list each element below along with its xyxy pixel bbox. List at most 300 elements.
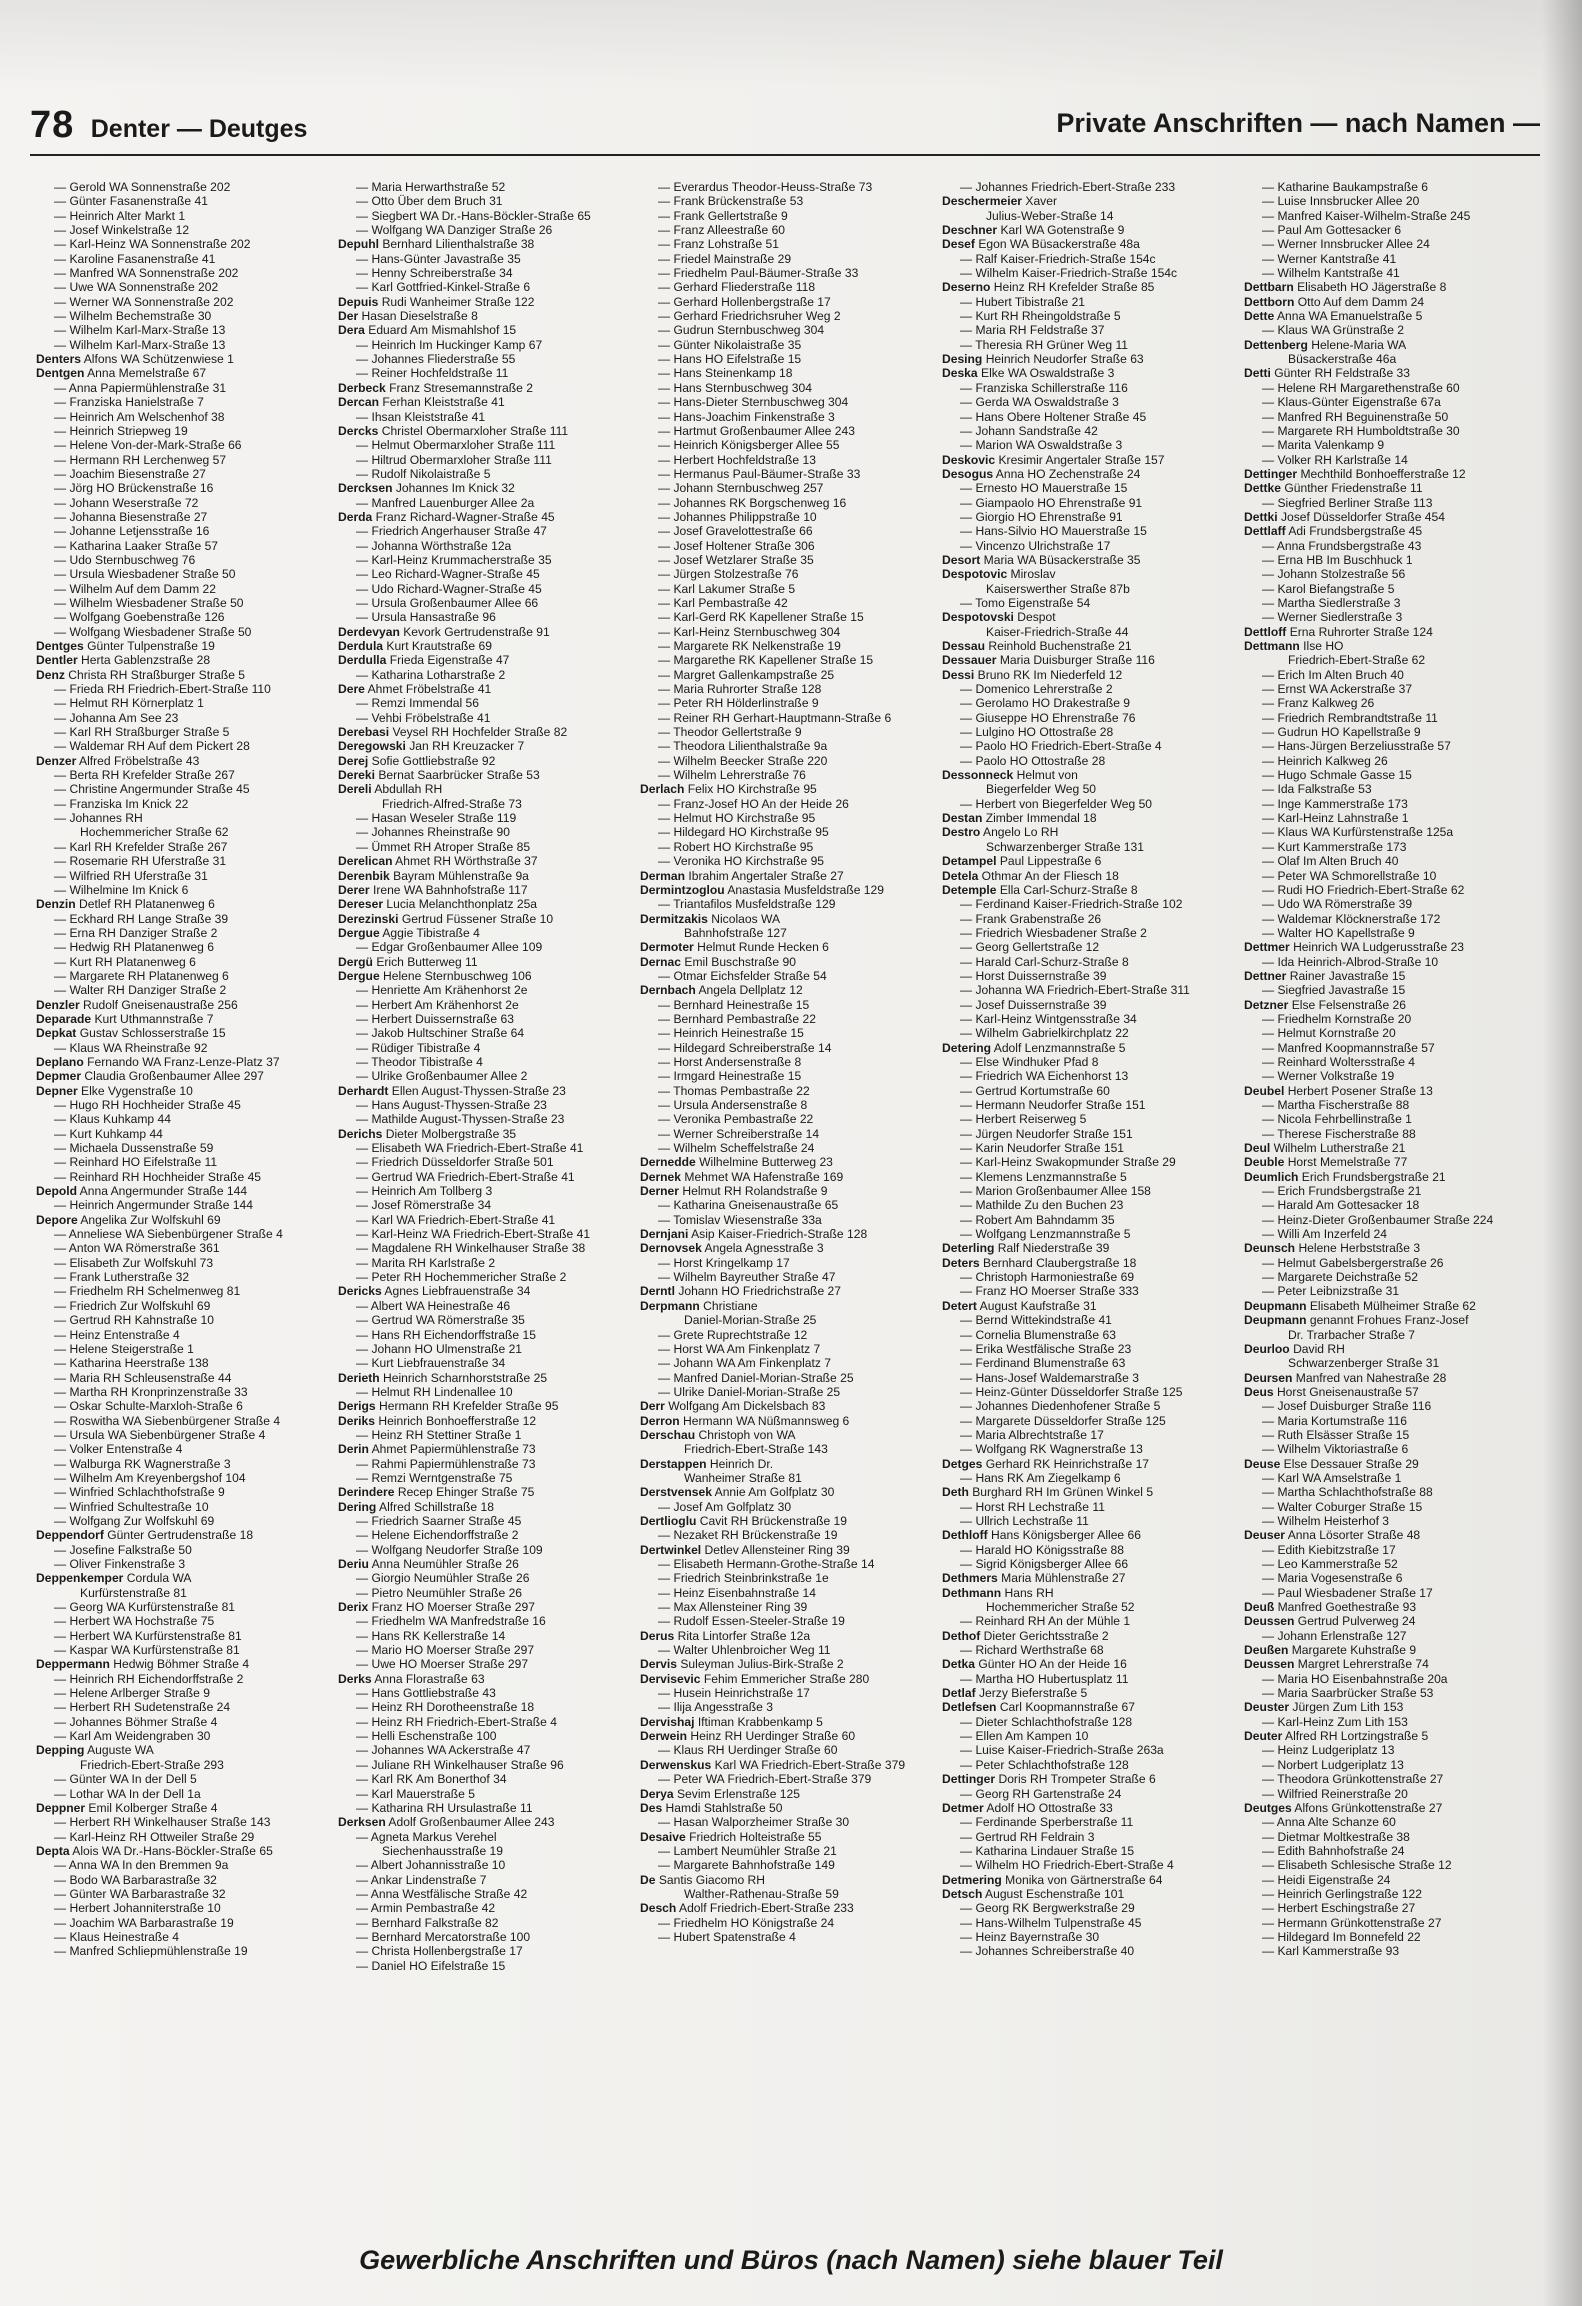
directory-entry: — Friedrich Zur Wolfskuhl 69: [54, 1298, 211, 1313]
directory-entry: Der Hasan Dieselstraße 8: [338, 309, 478, 324]
directory-entry: — Reinhard RH Hochheider Straße 45: [54, 1169, 262, 1184]
directory-entry: — Ernesto HO Mauerstraße 15: [960, 481, 1128, 496]
directory-entry: — Heinz RH Stettiner Straße 1: [356, 1427, 522, 1442]
directory-entry: Dercksen Johannes Im Knick 32: [338, 481, 515, 496]
directory-entry: — Karl-Heinz WA Sonnenstraße 202: [54, 237, 251, 252]
directory-entry: Depner Elke Vygenstraße 10: [36, 1083, 193, 1098]
directory-entry: — Johanne Letjensstraße 16: [54, 524, 210, 539]
directory-entry: — Johannes Schreiberstraße 40: [960, 1944, 1135, 1959]
directory-entry: — Josef Holtener Straße 306: [658, 538, 815, 553]
directory-entry: Dernac Emil Buschstraße 90: [640, 954, 796, 969]
directory-entry: — Frieda RH Friedrich-Ebert-Straße 110: [54, 682, 271, 697]
directory-entry: — Wolfgang Zur Wolfskuhl 69: [54, 1513, 215, 1528]
directory-entry: — Martha Siedlerstraße 3: [1262, 595, 1401, 610]
directory-entry: — Gertrud WA Friedrich-Ebert-Straße 41: [356, 1169, 575, 1184]
directory-entry: — Franz HO Moerser Straße 333: [960, 1284, 1139, 1299]
section-title: Private Anschriften — nach Namen —: [1056, 108, 1540, 138]
directory-entry: — Manfred Lauenburger Allee 2a: [356, 495, 535, 510]
directory-entry: — Christine Angermunder Straße 45: [54, 782, 250, 797]
directory-entry: — Lulgino HO Ottostraße 28: [960, 725, 1114, 740]
directory-entry: — Heinrich Am Tollberg 3: [356, 1184, 493, 1199]
directory-entry: — Josef Duissernstraße 39: [960, 997, 1107, 1012]
directory-entry: — Hans HO Eifelstraße 15: [658, 352, 802, 367]
directory-entry: — Johannes Böhmer Straße 4: [54, 1714, 218, 1729]
directory-entry: — Jörg HO Brückenstraße 16: [54, 481, 214, 496]
directory-entry: — Ursula Hansastraße 96: [356, 610, 496, 625]
directory-entry: — Johannes Friedrich-Ebert-Straße 233: [960, 180, 1176, 194]
directory-entry: Derya Sevim Erlenstraße 125: [640, 1786, 800, 1801]
directory-entry: Detela Othmar An der Fliesch 18: [942, 868, 1119, 883]
directory-entry: — Wilhelm HO Friedrich-Ebert-Straße 4: [960, 1858, 1174, 1873]
page-edge-shadow: [1542, 0, 1582, 2306]
directory-entry: — Kaspar WA Kurfürstenstraße 81: [54, 1643, 240, 1658]
directory-entry: — Veronika Pembastraße 22: [658, 1112, 814, 1127]
directory-entry: — Manfred Daniel-Morian-Straße 25: [658, 1370, 854, 1385]
directory-entry: — Luise Kaiser-Friedrich-Straße 263a: [960, 1743, 1164, 1758]
directory-entry: — Herbert Reiserweg 5: [960, 1112, 1087, 1127]
directory-entry: — Hedwig RH Platanenweg 6: [54, 940, 214, 955]
directory-entry: — Herbert Eschingstraße 27: [1262, 1901, 1416, 1916]
directory-entry: Julius-Weber-Straße 14: [986, 208, 1114, 223]
directory-entry: Deschermeier Xaver: [942, 194, 1057, 209]
directory-entry: — Bernhard Heinestraße 15: [658, 997, 810, 1012]
directory-entry: — Kurt RH Platanenweg 6: [54, 954, 196, 969]
directory-entry: — Inge Kammerstraße 173: [1262, 796, 1408, 811]
directory-entry: — Waldemar Klöcknerstraße 172: [1262, 911, 1441, 926]
directory-entry: — Else Windhuker Pfad 8: [960, 1054, 1099, 1069]
directory-entry: Derntl Johann HO Friedrichstraße 27: [640, 1284, 841, 1299]
name-range: Denter — Deutges: [90, 115, 308, 143]
directory-entry: — Jürgen Neudorfer Straße 151: [960, 1126, 1133, 1141]
directory-entry: Deus Horst Gneisenaustraße 57: [1244, 1384, 1419, 1399]
directory-entry: — Olaf Im Alten Bruch 40: [1262, 854, 1399, 869]
directory-entry: — Edgar Großenbaumer Allee 109: [356, 940, 543, 955]
directory-entry: — Klaus WA Grünstraße 2: [1262, 323, 1405, 338]
directory-entry: Dettner Rainer Javastraße 15: [1244, 968, 1406, 983]
directory-entry: Dertwinkel Detlev Allensteiner Ring 39: [640, 1542, 850, 1557]
directory-entry: Detsch August Eschenstraße 101: [942, 1886, 1125, 1901]
directory-entry: — Wilhelm Kaiser-Friedrich-Straße 154c: [960, 266, 1178, 281]
directory-entry: — Karl Lakumer Straße 5: [658, 581, 796, 596]
directory-entry: — Ernst WA Ackerstraße 37: [1262, 682, 1413, 697]
directory-entry: — Heinrich Im Huckinger Kamp 67: [356, 337, 543, 352]
directory-entry: — Siegfried Javastraße 15: [1262, 983, 1406, 998]
directory-entry: Dettbarn Elisabeth HO Jägerstraße 8: [1244, 280, 1447, 295]
directory-entry: — Heinz Bayernstraße 30: [960, 1929, 1100, 1944]
directory-entry: — Wilhelmine Im Knick 6: [54, 882, 189, 897]
directory-entry: — Werner Kantstraße 41: [1262, 251, 1397, 266]
directory-entry: — Elisabeth Hermann-Grothe-Straße 14: [658, 1557, 875, 1571]
directory-entry: — Leo Richard-Wagner-Straße 45: [356, 567, 540, 582]
directory-entry: — Waldemar RH Auf dem Pickert 28: [54, 739, 250, 754]
directory-entry: — Friedel Mainstraße 29: [658, 251, 792, 266]
directory-entry: — Wilhelm Kantstraße 41: [1262, 266, 1400, 281]
directory-entry: Friedrich-Ebert-Straße 62: [1288, 653, 1426, 668]
directory-entry: — Margarete Düsseldorfer Straße 125: [960, 1413, 1166, 1428]
directory-entry: — Heinz Entenstraße 4: [54, 1327, 180, 1342]
directory-entry: — Ferdinand Blumenstraße 63: [960, 1356, 1126, 1371]
directory-entry: — Albert Johannisstraße 10: [356, 1858, 506, 1873]
directory-entry: — Elisabeth WA Friedrich-Ebert-Straße 41: [356, 1141, 584, 1156]
directory-entry: — Manfred Koopmannstraße 57: [1262, 1040, 1435, 1055]
directory-entry: — Maria Herwarthstraße 52: [356, 180, 506, 194]
directory-entry: — Reiner RH Gerhart-Hauptmann-Straße 6: [658, 710, 892, 725]
directory-entry: — Hubert Tibistraße 21: [960, 294, 1086, 309]
directory-entry: Derhardt Ellen August-Thyssen-Straße 23: [338, 1083, 566, 1098]
directory-entry: — Heinz-Günter Düsseldorfer Straße 125: [960, 1384, 1183, 1399]
directory-entry: — Helmut RH Körnerplatz 1: [54, 696, 204, 711]
directory-entry: Dertlioglu Cavit RH Brückenstraße 19: [640, 1513, 847, 1528]
directory-entry: — Hans Gottliebstraße 43: [356, 1686, 496, 1701]
directory-entry: — Margarete RH Humboldtstraße 30: [1262, 423, 1460, 438]
directory-entry: — Harald Carl-Schurz-Straße 8: [960, 954, 1129, 969]
directory-entry: Derindere Recep Ehinger Straße 75: [338, 1485, 535, 1500]
directory-entry: — Karin Neudorfer Straße 151: [960, 1141, 1125, 1156]
directory-entry: — Erna HB Im Buschhuck 1: [1262, 552, 1413, 567]
directory-entry: — Ulrike Großenbaumer Allee 2: [356, 1069, 528, 1084]
directory-entry: — Karl Kammerstraße 93: [1262, 1944, 1400, 1959]
directory-entry: Dernbach Angela Dellplatz 12: [640, 983, 803, 998]
directory-entry: — Georg Gellertstraße 12: [960, 940, 1100, 955]
directory-entry: — Klaus Heinestraße 4: [54, 1929, 180, 1944]
directory-entry: Detmer Adolf HO Ottostraße 33: [942, 1800, 1113, 1815]
directory-entry: — Bodo WA Barbarastraße 32: [54, 1872, 217, 1887]
page-number: 78: [30, 104, 75, 146]
directory-entry: Derbeck Franz Stresemannstraße 2: [338, 380, 533, 395]
directory-entry: Deppner Emil Kolberger Straße 4: [36, 1800, 218, 1815]
directory-entry: Denzin Detlef RH Platanenweg 6: [36, 897, 215, 912]
directory-entry: — Karl-Heinz Sternbuschweg 304: [658, 624, 841, 639]
directory-entry: — Heinrich Königsberger Allee 55: [658, 438, 840, 453]
directory-entry: Dera Eduard Am Mismahlshof 15: [338, 323, 517, 338]
directory-entry: — Johanna Biesenstraße 27: [54, 509, 208, 524]
page-shadow: [0, 0, 1582, 90]
directory-entry: — Walburga RK Wagnerstraße 3: [54, 1456, 231, 1471]
directory-entry: Detka Günter HO An der Heide 16: [942, 1657, 1127, 1672]
directory-entry: Dette Anna WA Emanuelstraße 5: [1244, 309, 1423, 324]
directory-entry: — Harald HO Königsstraße 88: [960, 1542, 1125, 1557]
directory-entry: — Giuseppe HO Ehrenstraße 76: [960, 710, 1136, 725]
directory-entry: — Gerolamo HO Drakestraße 9: [960, 696, 1131, 711]
directory-entry: Destro Angelo Lo RH: [942, 825, 1059, 840]
directory-entry: — Rudolf Nikolaistraße 5: [356, 466, 491, 481]
directory-entry: — Klaus WA Rheinstraße 92: [54, 1040, 208, 1055]
directory-entry: — Otmar Eichsfelder Straße 54: [658, 968, 827, 983]
directory-entry: Derebasi Veysel RH Hochfelder Straße 82: [338, 725, 568, 740]
directory-entry: — Johann HO Ulmenstraße 21: [356, 1341, 523, 1356]
directory-entry: — Karl-Heinz Swakopmunder Straße 29: [960, 1155, 1176, 1170]
directory-entry: — Wilhelm Lehrerstraße 76: [658, 768, 806, 783]
directory-entry: Dettki Josef Düsseldorfer Straße 454: [1244, 509, 1445, 524]
directory-entry: — Peter WA Schmorellstraße 10: [1262, 868, 1437, 883]
directory-entry: — Albert WA Heinestraße 46: [356, 1298, 511, 1313]
directory-entry: — Günter WA Barbarastraße 32: [54, 1886, 226, 1901]
header-left: [30, 104, 307, 147]
directory-entry: — Christoph Harmoniestraße 69: [960, 1270, 1135, 1285]
directory-entry: Derigs Hermann RH Krefelder Straße 95: [338, 1399, 559, 1414]
directory-entry: — Theodor Tibistraße 4: [356, 1054, 483, 1069]
directory-entry: De Santis Giacomo RH: [640, 1872, 766, 1887]
directory-entry: — Hermanus Paul-Bäumer-Straße 33: [658, 466, 861, 481]
directory-entry: — Martha HO Hubertusplatz 11: [960, 1671, 1129, 1686]
directory-entry: — Ruth Elsässer Straße 15: [1262, 1427, 1410, 1442]
directory-entry: Denzer Alfred Fröbelstraße 43: [36, 753, 200, 768]
directory-entry: Deuß Manfred Goethestraße 93: [1244, 1600, 1417, 1615]
directory-entry: Derelican Ahmet RH Wörthstraße 37: [338, 854, 538, 869]
directory-entry: — Reinhard RH An der Mühle 1: [960, 1614, 1131, 1629]
directory-entry: — Everardus Theodor-Heuss-Straße 73: [658, 180, 873, 194]
directory-entry: — Gertrud RH Kahnstraße 10: [54, 1313, 214, 1328]
directory-entry: Dessauer Maria Duisburger Straße 116: [942, 653, 1155, 668]
directory-entry: — Frank Brückenstraße 53: [658, 194, 804, 209]
directory-entry: — Wolfgang WA Danziger Straße 26: [356, 223, 553, 238]
directory-entry: — Theodora Grünkottenstraße 27: [1262, 1772, 1444, 1787]
directory-entry: Derpmann Christiane: [640, 1298, 758, 1313]
directory-entry: Derr Wolfgang Am Dickelsbach 83: [640, 1399, 826, 1414]
directory-entry: — Wilhelm Auf dem Damm 22: [54, 581, 216, 596]
directory-entry: — Manfred WA Sonnenstraße 202: [54, 266, 239, 281]
directory-entry: Deurloo David RH: [1244, 1341, 1345, 1356]
directory-entry: — Franziska Hanielstraße 7: [54, 395, 204, 410]
directory-entry: Deregowski Jan RH Kreuzacker 7: [338, 739, 525, 754]
directory-entry: Deriu Anna Neumühler Straße 26: [338, 1557, 519, 1571]
directory-entry: Dettke Günther Friedenstraße 11: [1244, 481, 1423, 496]
directory-entry: — Hubert Spatenstraße 4: [658, 1929, 796, 1944]
directory-entry: — Friedrich Düsseldorfer Straße 501: [356, 1155, 554, 1170]
directory-entry: Kaiserswerther Straße 87b: [986, 581, 1130, 596]
directory-entry: Deriks Heinrich Bonhoefferstraße 12: [338, 1413, 537, 1428]
directory-entry: — Friedhelm HO Königstraße 24: [658, 1915, 835, 1930]
directory-entry: Deserno Heinz RH Krefelder Straße 85: [942, 280, 1155, 295]
directory-entry: Dermitzakis Nicolaos WA: [640, 911, 781, 926]
directory-entry: — Veronika HO Kirchstraße 95: [658, 854, 825, 869]
directory-entry: Wanheimer Straße 81: [684, 1470, 802, 1485]
directory-entry: — Wilfried Reinerstraße 20: [1262, 1786, 1408, 1801]
directory-entry: — Marita Valenkamp 9: [1262, 438, 1385, 453]
directory-entry: — Domenico Lehrerstraße 2: [960, 682, 1113, 697]
directory-entry: Kurfürstenstraße 81: [80, 1585, 187, 1600]
directory-entry: Depkat Gustav Schlosserstraße 15: [36, 1026, 226, 1041]
directory-entry: — Tomislav Wiesenstraße 33a: [658, 1212, 822, 1227]
directory-entry: — Bernd Wittekindstraße 41: [960, 1313, 1112, 1328]
directory-entry: — Franziska Schillerstraße 116: [960, 380, 1128, 395]
directory-entry: — Heinrich Am Welschenhof 38: [54, 409, 225, 424]
directory-entry: — Johann Erlenstraße 127: [1262, 1628, 1407, 1643]
directory-entry: Deplano Fernando WA Franz-Lenze-Platz 37: [36, 1054, 280, 1069]
page-header: [30, 100, 1540, 156]
directory-entry: — Helmut Gabelsbergerstraße 26: [1262, 1255, 1444, 1270]
directory-entry: — Hans-Dieter Sternbuschweg 304: [658, 395, 849, 410]
directory-entry: — Karl RH Straßburger Straße 5: [54, 725, 230, 740]
directory-entry: — Edith Bahnhofstraße 24: [1262, 1843, 1405, 1858]
directory-entry: — Heinz Eisenbahnstraße 14: [658, 1585, 816, 1600]
directory-entry: — Karl WA Amselstraße 1: [1262, 1470, 1402, 1485]
directory-entry: — Johannes Philippstraße 10: [658, 509, 817, 524]
directory-entry: — Anna Papiermühlenstraße 31: [54, 380, 227, 395]
directory-entry: — Johann Weserstraße 72: [54, 495, 199, 510]
directory-entry: — Anna Alte Schanze 60: [1262, 1815, 1396, 1830]
column-3: [640, 180, 932, 2180]
directory-entry: — Johann WA Am Finkenplatz 7: [658, 1356, 831, 1371]
directory-entry: — Hans-Wilhelm Tulpenstraße 45: [960, 1915, 1142, 1930]
directory-entry: — Kurt RH Rheingoldstraße 5: [960, 309, 1121, 324]
directory-entry: Derus Rita Lintorfer Straße 12a: [640, 1628, 811, 1643]
directory-entry: — Berta RH Krefelder Straße 267: [54, 768, 235, 783]
directory-entry: Derdulla Frieda Eigenstraße 47: [338, 653, 510, 668]
directory-entry: Dering Alfred Schillstraße 18: [338, 1499, 494, 1514]
directory-entry: — Hartmut Großenbaumer Allee 243: [658, 423, 855, 438]
directory-entry: — Margarete Deichstraße 52: [1262, 1270, 1418, 1285]
directory-entry: Deska Elke WA Oswaldstraße 3: [942, 366, 1115, 381]
directory-entry: — Karol Biefangstraße 5: [1262, 581, 1395, 596]
directory-entry: Dessau Reinhold Buchenstraße 21: [942, 639, 1132, 653]
directory-entry: Despotovic Miroslav: [942, 567, 1056, 582]
directory-entry: — Herbert RH Sudetenstraße 24: [54, 1700, 231, 1715]
directory-entry: — Christa Hollenbergstraße 17: [356, 1944, 523, 1959]
directory-entry: — Ellen Am Kampen 10: [960, 1729, 1089, 1744]
directory-entry: — Friedrich Wiesbadener Straße 2: [960, 925, 1147, 940]
directory-entry: — Günter Nikolaistraße 35: [658, 337, 802, 352]
directory-entry: Destan Zimber Immendal 18: [942, 811, 1097, 826]
directory-entry: — Cornelia Blumenstraße 63: [960, 1327, 1116, 1342]
directory-entry: Derieth Heinrich Scharnhorststraße 25: [338, 1370, 548, 1385]
directory-entry: Derner Helmut RH Rolandstraße 9: [640, 1184, 828, 1199]
directory-entry: Derwein Heinz RH Uerdinger Straße 60: [640, 1729, 856, 1744]
directory-entry: Dereli Abdullah RH: [338, 782, 443, 797]
directory-entry: Siechenhausstraße 19: [382, 1843, 504, 1858]
directory-entry: — Klaus Kuhkamp 44: [54, 1112, 171, 1127]
directory-entry: Dentgen Anna Memelstraße 67: [36, 366, 207, 381]
directory-entry: Depmer Claudia Großenbaumer Allee 297: [36, 1069, 264, 1084]
directory-entry: Deul Wilhelm Lutherstraße 21: [1244, 1141, 1406, 1156]
directory-entry: — Uwe WA Sonnenstraße 202: [54, 280, 219, 295]
directory-entry: Deppenkemper Cordula WA: [36, 1571, 192, 1586]
directory-entry: Detzner Else Felsenstraße 26: [1244, 997, 1406, 1012]
directory-entry: — Remzi Immendal 56: [356, 696, 479, 711]
directory-entry: — Herbert von Biegerfelder Weg 50: [960, 796, 1153, 811]
directory-entry: — Giorgio HO Ehrenstraße 91: [960, 509, 1123, 524]
directory-entry: — Hugo RH Hochheider Straße 45: [54, 1098, 241, 1112]
directory-entry: Detemple Ella Carl-Schurz-Straße 8: [942, 882, 1138, 897]
directory-entry: Deparade Kurt Uthmannstraße 7: [36, 1011, 214, 1026]
directory-entry: Deuser Anna Lösorter Straße 48: [1244, 1528, 1421, 1543]
directory-entry: Daniel-Morian-Straße 25: [684, 1313, 817, 1328]
directory-entry: — Theodora Lilienthalstraße 9a: [658, 739, 828, 754]
directory-entry: Derer Irene WA Bahnhofstraße 117: [338, 882, 528, 897]
directory-entry: — Johannes Fliederstraße 55: [356, 352, 516, 367]
directory-entry: — Martha RH Kronprinzenstraße 33: [54, 1384, 248, 1399]
directory-entry: Desch Adolf Friedrich-Ebert-Straße 233: [640, 1901, 854, 1916]
directory-entry: — Theresia RH Grüner Weg 11: [960, 337, 1129, 352]
directory-entry: — Erna RH Danziger Straße 2: [54, 925, 218, 940]
directory-entry: Derstvensek Annie Am Golfplatz 30: [640, 1485, 835, 1500]
directory-entry: — Ida Heinrich-Albrod-Straße 10: [1262, 954, 1439, 969]
directory-entry: Hochemmericher Straße 52: [986, 1600, 1135, 1615]
directory-entry: — Katharina Heerstraße 138: [54, 1356, 209, 1371]
directory-entry: Dr. Trarbacher Straße 7: [1288, 1327, 1416, 1342]
directory-entry: — Anna Frundsbergstraße 43: [1262, 538, 1422, 553]
directory-entry: Detlefsen Carl Koopmannstraße 67: [942, 1700, 1135, 1715]
directory-entry: — Volker RH Karlstraße 14: [1262, 452, 1408, 467]
directory-entry: — Johann Sandstraße 42: [960, 423, 1098, 438]
directory-entry: — Manfred Schliepmühlenstraße 19: [54, 1944, 248, 1959]
directory-entry: — Irmgard Heinestraße 15: [658, 1069, 802, 1084]
directory-entry: — Gudrun Sternbuschweg 304: [658, 323, 825, 338]
directory-entry: — Karl RH Krefelder Straße 267: [54, 839, 228, 854]
directory-entry: — Heinrich Angermunder Straße 144: [54, 1198, 253, 1213]
directory-entry: — Hans-Günter Javastraße 35: [356, 251, 521, 266]
directory-entry: — Herbert RH Winkelhauser Straße 143: [54, 1815, 271, 1830]
directory-entry: — Marion Großenbaumer Allee 158: [960, 1184, 1151, 1199]
directory-entry: — Karl-Heinz Krummacherstraße 35: [356, 552, 552, 567]
directory-entry: Dettinger Mechthild Bonhoefferstraße 12: [1244, 466, 1466, 481]
directory-entry: — Udo WA Römerstraße 39: [1262, 897, 1413, 912]
directory-entry: — Heinz Ludgeriplatz 13: [1262, 1743, 1395, 1758]
directory-entry: Detert August Kaufstraße 31: [942, 1298, 1097, 1313]
directory-entry: — Paul Wiesbadener Straße 17: [1262, 1585, 1433, 1600]
directory-entry: — Siegbert WA Dr.-Hans-Böckler-Straße 65: [356, 208, 591, 223]
directory-entry: — Hermann Grünkottenstraße 27: [1262, 1915, 1442, 1930]
directory-entry: Dessonneck Helmut von: [942, 768, 1078, 783]
directory-entry: — Jakob Hultschiner Straße 64: [356, 1026, 525, 1041]
directory-entry: Dethof Dieter Gerichtsstraße 2: [942, 1628, 1109, 1643]
directory-entry: Derlach Felix HO Kirchstraße 95: [640, 782, 817, 797]
directory-entry: — Karl-Heinz Zum Lith 153: [1262, 1714, 1408, 1729]
directory-entry: — Klaus WA Kurfürstenstraße 125a: [1262, 825, 1454, 840]
directory-entry: — Karl Pembastraße 42: [658, 595, 788, 610]
directory-entry: — Hans Steinenkamp 18: [658, 366, 793, 381]
directory-entry: Detti Günter RH Feldstraße 33: [1244, 366, 1411, 381]
directory-entry: Derdula Kurt Krautstraße 69: [338, 639, 492, 653]
directory-entry: — Paolo HO Friedrich-Ebert-Straße 4: [960, 739, 1162, 754]
directory-entry: Desing Heinrich Neudorfer Straße 63: [942, 352, 1144, 367]
directory-entry: — Heinz-Dieter Großenbaumer Straße 224: [1262, 1212, 1494, 1227]
directory-entry: — Elisabeth Schlesische Straße 12: [1262, 1858, 1452, 1873]
directory-entry: — Hildegard Im Bonnefeld 22: [1262, 1929, 1421, 1944]
directory-entry: — Agneta Markus Verehel: [356, 1829, 497, 1844]
directory-entry: Biegerfelder Weg 50: [986, 782, 1097, 797]
directory-entry: — Franz-Josef HO An der Heide 26: [658, 796, 849, 811]
directory-entry: — Herbert WA Hochstraße 75: [54, 1614, 215, 1629]
directory-entry: — Katharine Baukampstraße 6: [1262, 180, 1429, 194]
directory-entry: Detlaf Jerzy Bieferstraße 5: [942, 1686, 1088, 1701]
directory-entry: — Klaus-Günter Eigenstraße 67a: [1262, 395, 1441, 410]
directory-entry: Deupmann Elisabeth Mülheimer Straße 62: [1244, 1298, 1476, 1313]
directory-entry: Friedrich-Ebert-Straße 293: [80, 1757, 224, 1772]
directory-entry: — Willi Am Inzerfeld 24: [1262, 1227, 1388, 1242]
directory-entry: — Gerold WA Sonnenstraße 202: [54, 180, 231, 194]
directory-entry: — Franz Kalkweg 26: [1262, 696, 1375, 711]
directory-entry: — Thomas Pembastraße 22: [658, 1083, 810, 1098]
directory-entry: — Udo Sternbuschweg 76: [54, 552, 196, 567]
directory-entry: — Gertrud RH Feldrain 3: [960, 1829, 1095, 1844]
directory-entry: — Rosemarie RH Uferstraße 31: [54, 854, 227, 869]
directory-entry: — Hans RH Eichendorffstraße 15: [356, 1327, 536, 1342]
directory-entry: Dettborn Otto Auf dem Damm 24: [1244, 294, 1425, 309]
directory-entry: — Hans-Joachim Finkenstraße 3: [658, 409, 835, 424]
directory-entry: Dermoter Helmut Runde Hecken 6: [640, 940, 829, 955]
directory-entry: — Heidi Eigenstraße 24: [1262, 1872, 1391, 1887]
directory-entry: — Theodor Gellertstraße 9: [658, 725, 802, 740]
directory-entry: — Erich Im Alten Bruch 40: [1262, 667, 1404, 682]
directory-entry: Derks Anna Florastraße 63: [338, 1671, 485, 1686]
directory-entry: Dentler Herta Gablenzstraße 28: [36, 653, 211, 668]
directory-entry: — Wilhelm Wiesbadener Straße 50: [54, 595, 244, 610]
directory-entry: — Gerhard Friedrichsruher Weg 2: [658, 309, 841, 324]
directory-entry: — Herbert WA Kurfürstenstraße 81: [54, 1628, 242, 1643]
directory-entry: — Rudolf Essen-Steeler-Straße 19: [658, 1614, 845, 1629]
directory-entry: — Horst Duissernstraße 39: [960, 968, 1107, 983]
